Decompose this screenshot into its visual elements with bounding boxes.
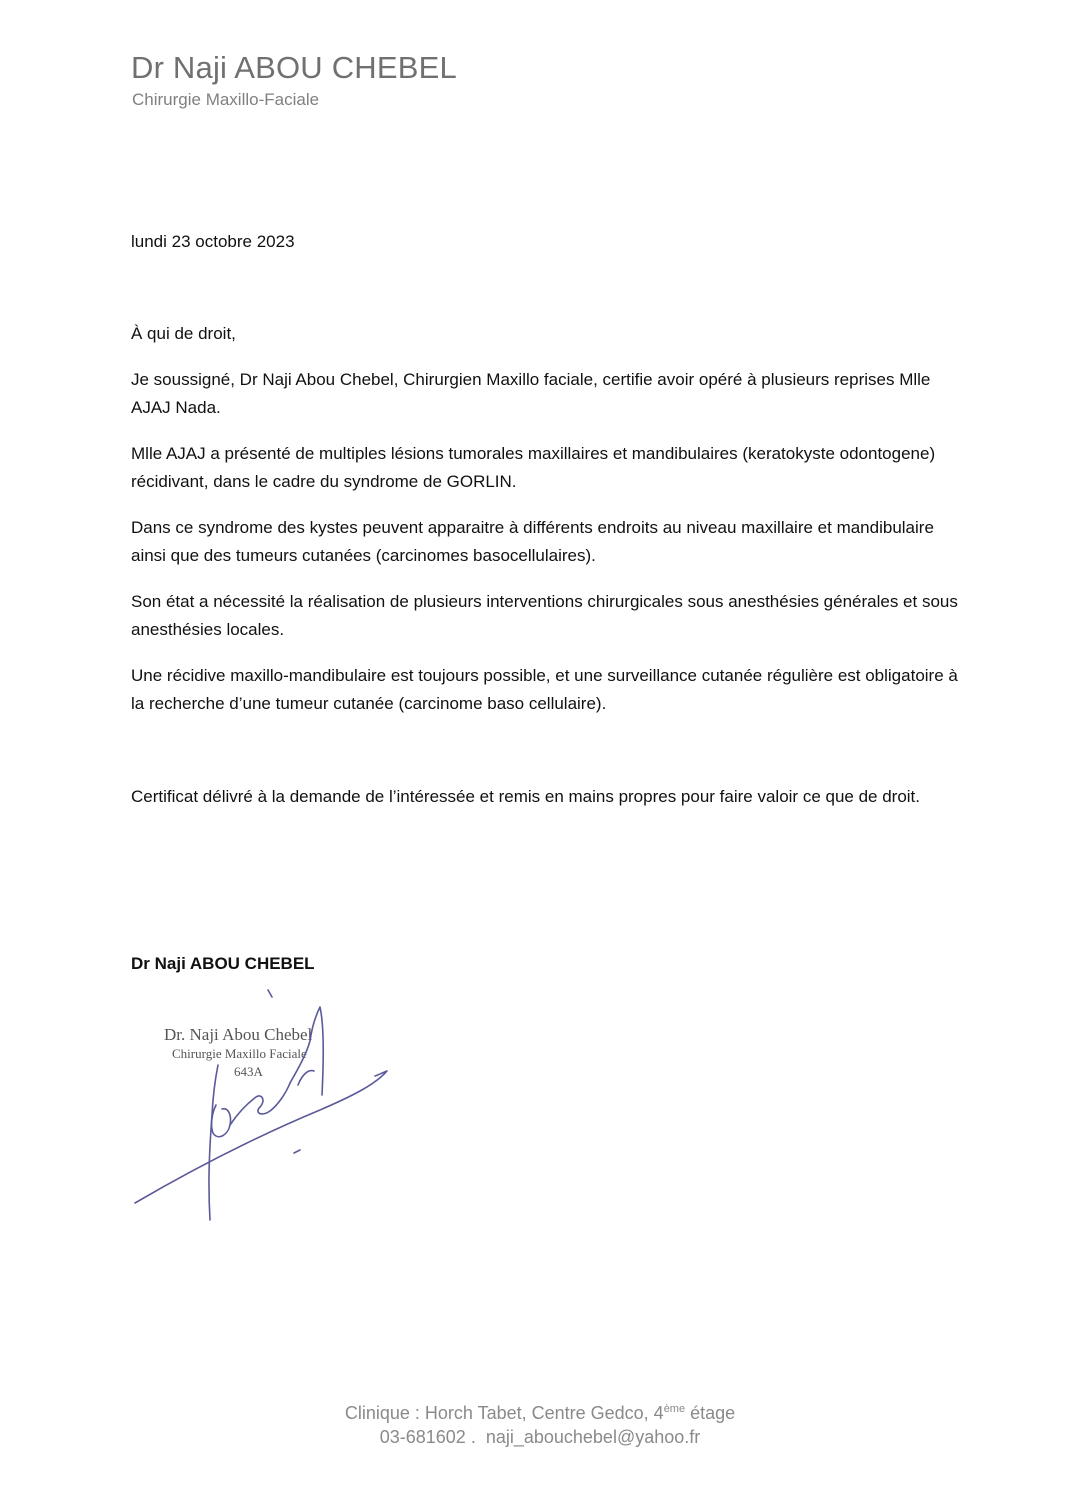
letter-salutation: À qui de droit, bbox=[131, 324, 236, 343]
doctor-stamp bbox=[120, 985, 410, 1230]
footer-address-superscript: ème bbox=[663, 1403, 686, 1415]
footer-address-floor: étage bbox=[685, 1403, 736, 1423]
footer-address-main: Clinique : Horch Tabet, Centre Gedco, 4 bbox=[344, 1403, 664, 1423]
letter-paragraph: Dans ce syndrome des kystes peuvent apparaitre à différents endroits au niveau maxillaire et mandibulaire ainsi que des tumeurs cutanées (carcinomes basocellulaires). bbox=[131, 518, 934, 565]
footer-address bbox=[0, 1404, 1080, 1422]
letterhead-specialty: Chirurgie Maxillo-Faciale bbox=[132, 90, 320, 109]
footer-phone: 03-681602 bbox=[379, 1427, 466, 1447]
letter-paragraph: Mlle AJAJ a présenté de multiples lésions tumorales maxillaires et mandibulaires (keratokyste odontogene) récidivant, dans le cadre du syndrome de GORLIN. bbox=[131, 444, 936, 491]
letter-paragraph: Son état a nécessité la réalisation de plusieurs interventions chirurgicales sous anesthésies générales et sous anesthésies locales. bbox=[131, 592, 958, 639]
footer-contact bbox=[0, 1428, 1080, 1446]
signer-name: Dr Naji ABOU CHEBEL bbox=[131, 954, 315, 973]
stamp-line-specialty: Chirurgie Maxillo Faciale bbox=[172, 1046, 307, 1061]
letter-paragraph: Une récidive maxillo-mandibulaire est toujours possible, et une surveillance cutanée régulière est obligatoire à la recherche d’une tumeur cutanée (carcinome baso cellulaire). bbox=[131, 666, 958, 713]
footer-separator: . bbox=[465, 1427, 486, 1447]
handwritten-signature bbox=[120, 985, 410, 1230]
letter-paragraph: Certificat délivré à la demande de l’intéressée et remis en mains propres pour faire valoir ce que de droit. bbox=[131, 787, 921, 806]
footer-email: naji_abouchebel@yahoo.fr bbox=[485, 1427, 701, 1447]
letter-date: lundi 23 octobre 2023 bbox=[131, 232, 295, 251]
letterhead-name: Dr Naji ABOU CHEBEL bbox=[131, 50, 457, 85]
stamp-line-code: 643A bbox=[234, 1064, 263, 1079]
letter-paragraph: Je soussigné, Dr Naji Abou Chebel, Chirurgien Maxillo faciale, certifie avoir opéré à plusieurs reprises Mlle AJAJ Nada. bbox=[131, 370, 931, 417]
stamp-line-name: Dr. Naji Abou Chebel bbox=[164, 1025, 313, 1044]
